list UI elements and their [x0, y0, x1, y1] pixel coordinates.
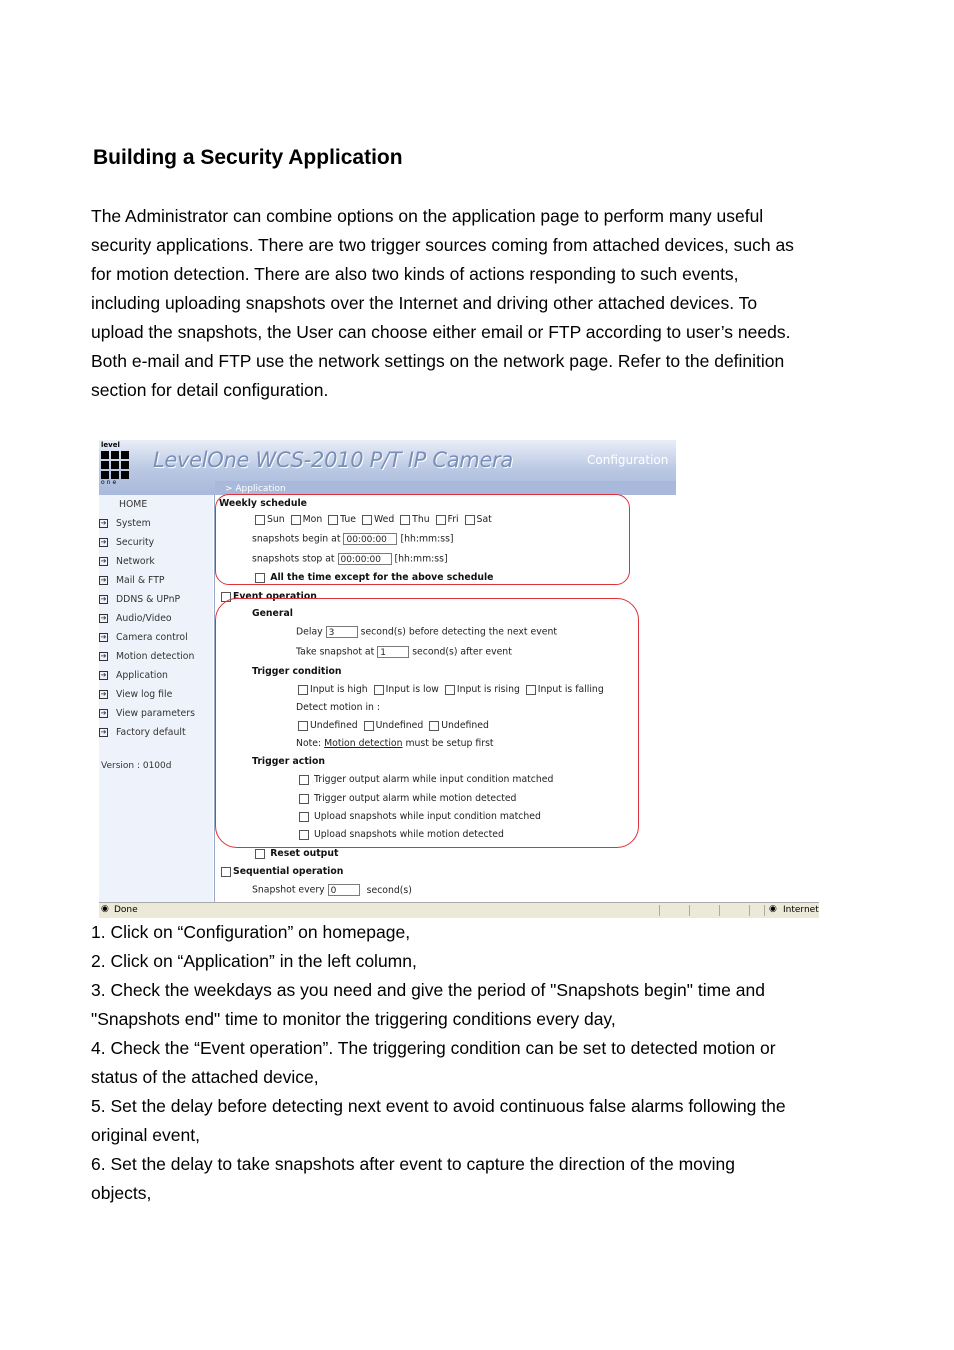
nav-item-mail-ftp[interactable]: ➔ Mail & FTP [100, 575, 165, 586]
nav-item-factory-default[interactable]: ➔ Factory default [100, 727, 186, 738]
motion-region-2-checkbox[interactable]: Undefined [364, 720, 424, 731]
arrow-icon: ➔ [100, 690, 107, 698]
zone-text: Internet [783, 905, 819, 915]
detect-motion-label: Detect motion in : [296, 702, 381, 713]
delay-input[interactable]: 3 [326, 626, 358, 638]
intro-line: upload the snapshots, the User can choose either email or FTP according to user’s needs. [91, 322, 791, 342]
snapshots-begin-row: snapshots begin at 00:00:00 [hh:mm:ss] [252, 533, 454, 545]
step-line: 3. Check the weekdays as you need and give the period of "Snapshots begin" time and [91, 980, 765, 1000]
arrow-icon: ➔ [100, 633, 107, 641]
step-line: objects, [91, 1183, 152, 1203]
general-label: General [252, 608, 293, 619]
take-snapshot-row: Take snapshot at 1 second(s) after event [296, 646, 512, 658]
globe-icon: ◉ [769, 904, 777, 914]
intro-line: including uploading snapshots over the Internet and driving other attached devices. To [91, 293, 758, 313]
arrow-icon: ➔ [100, 538, 107, 546]
configuration-link[interactable]: Configuration [587, 453, 669, 467]
take-snapshot-input[interactable]: 1 [377, 646, 409, 658]
done-icon: ◉ [101, 904, 109, 914]
action-alarm-input-checkbox[interactable]: Trigger output alarm while input condition matched [299, 774, 553, 785]
nav-item-system[interactable]: ➔ System [100, 518, 151, 529]
arrow-icon: ➔ [100, 671, 107, 679]
snapshot-every-row: Snapshot every 0 second(s) [252, 884, 412, 896]
snapshot-every-input[interactable]: 0 [328, 884, 360, 896]
arrow-icon: ➔ [100, 652, 107, 660]
arrow-icon: ➔ [100, 709, 107, 717]
intro-paragraph [91, 202, 871, 405]
logo-top-text: level [101, 441, 120, 449]
version-text: Version : 0100d [101, 761, 172, 771]
arrow-icon: ➔ [100, 557, 107, 565]
trigger-action-label: Trigger action [252, 756, 325, 767]
motion-note: Note: Motion detection must be setup first [296, 738, 494, 749]
input-falling-checkbox[interactable]: Input is falling [526, 684, 604, 695]
reset-output-checkbox[interactable]: Reset output [255, 848, 338, 859]
nav-item-audio-video[interactable]: ➔ Audio/Video [100, 613, 172, 624]
nav-item-view-parameters[interactable]: ➔ View parameters [100, 708, 195, 719]
nav-item-motion-detection[interactable]: ➔ Motion detection [100, 651, 195, 662]
nav-item-security[interactable]: ➔ Security [100, 537, 155, 548]
arrow-icon: ➔ [100, 614, 107, 622]
day-sat[interactable]: Sat [465, 514, 492, 525]
weekly-schedule-label: Weekly schedule [219, 498, 307, 509]
arrow-icon: ➔ [100, 519, 107, 527]
step-line: 2. Click on “Application” in the left column, [91, 951, 417, 971]
day-thu[interactable]: Thu [400, 514, 429, 525]
weekly-schedule-highlight [215, 494, 630, 585]
step-line: "Snapshots end" time to monitor the triggering conditions every day, [91, 1009, 616, 1029]
step-line: 5. Set the delay before detecting next event to avoid continuous false alarms following the [91, 1096, 786, 1116]
sequential-operation-checkbox[interactable]: Sequential operation [221, 866, 343, 877]
nav-item-application[interactable]: ➔ Application [100, 670, 168, 681]
steps-list [91, 918, 881, 1208]
levelone-logo [101, 442, 131, 492]
intro-line: section for detail configuration. [91, 380, 329, 400]
nav-item-camera-control[interactable]: ➔ Camera control [100, 632, 188, 643]
day-mon[interactable]: Mon [291, 514, 323, 525]
step-line: original event, [91, 1125, 200, 1145]
event-operation-highlight [215, 598, 639, 848]
day-tue[interactable]: Tue [328, 514, 356, 525]
motion-detection-link[interactable]: Motion detection [324, 738, 403, 749]
motion-region-1-checkbox[interactable]: Undefined [298, 720, 358, 731]
step-line: 1. Click on “Configuration” on homepage, [91, 922, 411, 942]
camera-config-screenshot [99, 440, 819, 918]
section-heading: Building a Security Application [93, 146, 403, 169]
input-high-checkbox[interactable]: Input is high [298, 684, 368, 695]
intro-line: Both e-mail and FTP use the network settings on the network page. Refer to the definition [91, 351, 785, 371]
day-wed[interactable]: Wed [362, 514, 394, 525]
motion-region-3-checkbox[interactable]: Undefined [429, 720, 489, 731]
action-upload-input-checkbox[interactable]: Upload snapshots while input condition matched [299, 811, 541, 822]
step-line: 4. Check the “Event operation”. The triggering condition can be set to detected motion or [91, 1038, 776, 1058]
all-time-except-checkbox[interactable]: All the time except for the above schedule [255, 572, 493, 583]
snapshots-stop-row: snapshots stop at 00:00:00 [hh:mm:ss] [252, 553, 448, 565]
nav-home[interactable]: HOME [119, 499, 148, 510]
intro-line: for motion detection. There are also two kinds of actions responding to such events, [91, 264, 739, 284]
delay-row: Delay 3 second(s) before detecting the next event [296, 626, 558, 638]
arrow-icon: ➔ [100, 728, 107, 736]
input-low-checkbox[interactable]: Input is low [374, 684, 439, 695]
action-alarm-motion-checkbox[interactable]: Trigger output alarm while motion detected [299, 793, 516, 804]
logo-bottom-text: one [101, 479, 119, 486]
snapshots-stop-input[interactable]: 00:00:00 [338, 553, 392, 565]
nav-item-ddns-upnp[interactable]: ➔ DDNS & UPnP [100, 594, 181, 605]
arrow-icon: ➔ [100, 576, 107, 584]
snapshots-begin-input[interactable]: 00:00:00 [343, 533, 397, 545]
event-operation-checkbox[interactable]: Event operation [221, 591, 317, 602]
day-sun[interactable]: Sun [255, 514, 285, 525]
browser-status-bar [99, 902, 819, 918]
step-line: 6. Set the delay to take snapshots after event to capture the direction of the moving [91, 1154, 736, 1174]
status-text: Done [114, 905, 138, 915]
intro-line: The Administrator can combine options on the application page to perform many useful [91, 206, 764, 226]
step-line: status of the attached device, [91, 1067, 319, 1087]
nav-item-view-log-file[interactable]: ➔ View log file [100, 689, 173, 700]
input-rising-checkbox[interactable]: Input is rising [445, 684, 520, 695]
action-upload-motion-checkbox[interactable]: Upload snapshots while motion detected [299, 829, 504, 840]
intro-line: security applications. There are two trigger sources coming from attached devices, such as [91, 235, 794, 255]
nav-item-network[interactable]: ➔ Network [100, 556, 155, 567]
product-title: LevelOne WCS-2010 P/T IP Camera [153, 448, 513, 472]
breadcrumb: > Application [215, 481, 676, 495]
left-nav [99, 495, 213, 905]
arrow-icon: ➔ [100, 595, 107, 603]
day-fri[interactable]: Fri [436, 514, 459, 525]
trigger-condition-label: Trigger condition [252, 666, 342, 677]
